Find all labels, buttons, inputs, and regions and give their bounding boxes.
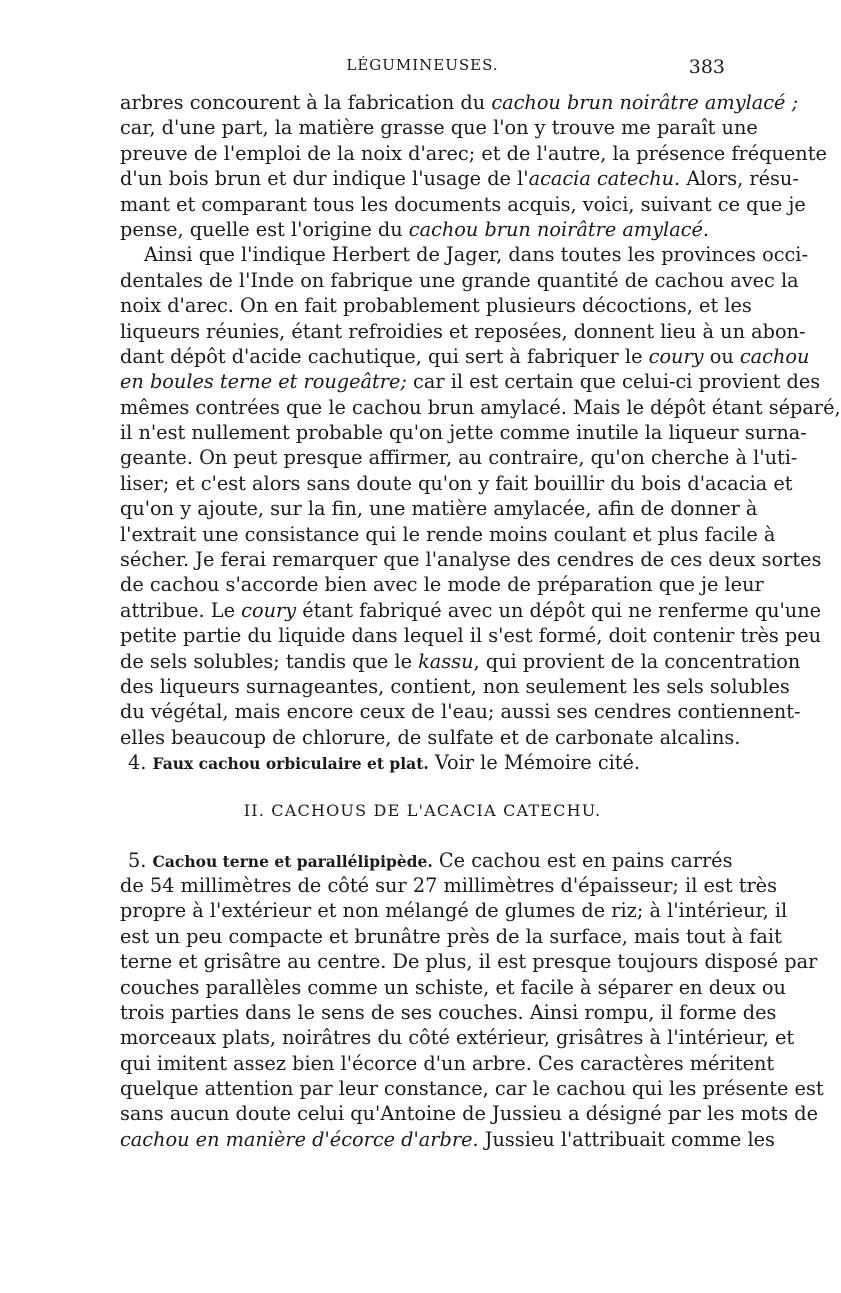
text-line: l'extrait une consistance qui le rende moins coulant et plus facile à xyxy=(120,522,776,546)
text-line: liqueurs réunies, étant refroidies et reposées, donnent lieu à un abon- xyxy=(120,319,806,343)
page-text xyxy=(120,90,841,1152)
text-line: sans aucun doute celui qu'Antoine de Jussieu a désigné par les mots de xyxy=(120,1102,819,1126)
text-line: qu'on y ajoute, sur la fin, une matière amylacée, afin de donner à xyxy=(120,497,758,521)
text-line: couches parallèles comme un schiste, et facile à séparer en deux ou xyxy=(120,975,786,999)
text-line: attribue. Le coury étant fabriqué avec un dépôt qui ne renferme qu'une xyxy=(120,598,822,622)
text-line: mêmes contrées que le cachou brun amylacé. Mais le dépôt étant séparé, xyxy=(120,395,841,419)
text-line: du végétal, mais encore ceux de l'eau; aussi ses cendres contiennent- xyxy=(120,700,801,724)
text-line: dentales de l'Inde on fabrique une grande quantité de cachou avec la xyxy=(120,268,799,292)
text-line: mant et comparant tous les documents acquis, voici, suivant ce que je xyxy=(120,192,806,216)
text-line: terne et grisâtre au centre. De plus, il est presque toujours disposé par xyxy=(120,950,818,974)
running-head xyxy=(120,56,725,84)
text-line: en boules terne et rougeâtre; car il est certain que celui-ci provient des xyxy=(120,370,821,394)
text-line: arbres concourent à la fabrication du cachou brun noirâtre amylacé ; xyxy=(120,91,799,114)
text-line: trois parties dans le sens de ses couches. Ainsi rompu, il forme des xyxy=(120,1000,777,1024)
text-line: petite partie du liquide dans lequel il s'est formé, doit contenir très peu xyxy=(120,624,822,648)
item-5: 5. Cachou terne et parallélipipède. Ce cachou est en pains carrés xyxy=(128,848,733,872)
text-line: car, d'une part, la matière grasse que l'on y trouve me paraît une xyxy=(120,116,758,140)
text-line: quelque attention par leur constance, car le cachou qui les présente est xyxy=(120,1077,824,1101)
text-line: Ainsi que l'indique Herbert de Jager, dans toutes les provinces occi- xyxy=(144,243,808,267)
text-line: elles beaucoup de chlorure, de sulfate et de carbonate alcalins. xyxy=(120,725,741,749)
item-4: 4. Faux cachou orbiculaire et plat. Voir le Mémoire cité. xyxy=(128,751,641,775)
text-line: dant dépôt d'acide cachutique, qui sert à fabriquer le coury ou cachou xyxy=(120,344,810,368)
text-line: des liqueurs surnageantes, contient, non seulement les sels solubles xyxy=(120,674,790,698)
section-heading: II. CACHOUS DE L'ACACIA CATECHU. xyxy=(243,800,602,820)
text-line: sécher. Je ferai remarquer que l'analyse des cendres de ces deux sortes xyxy=(120,548,822,572)
text-line: de cachou s'accorde bien avec le mode de préparation que je leur xyxy=(120,573,764,597)
text-line: preuve de l'emploi de la noix d'arec; et de l'autre, la présence fréquente xyxy=(120,141,827,165)
text-line: cachou en manière d'écorce d'arbre. Jussieu l'attribuait comme les xyxy=(120,1127,775,1151)
text-line: pense, quelle est l'origine du cachou brun noirâtre amylacé. xyxy=(120,217,710,241)
text-line: est un peu compacte et brunâtre près de la surface, mais tout à fait xyxy=(120,924,782,948)
text-line: liser; et c'est alors sans doute qu'on y fait bouillir du bois d'acacia et xyxy=(120,471,793,495)
text-line: noix d'arec. On en fait probablement plusieurs décoctions, et les xyxy=(120,294,752,318)
text-line: morceaux plats, noirâtres du côté extérieur, grisâtres à l'intérieur, et xyxy=(120,1026,795,1050)
text-line: qui imitent assez bien l'écorce d'un arbre. Ces caractères méritent xyxy=(120,1051,775,1075)
text-line: geante. On peut presque affirmer, au contraire, qu'on cherche à l'uti- xyxy=(120,446,798,470)
text-line: il n'est nullement probable qu'on jette comme inutile la liqueur surna- xyxy=(120,421,807,445)
text-line: propre à l'extérieur et non mélangé de glumes de riz; à l'intérieur, il xyxy=(120,899,788,923)
text-line: de sels solubles; tandis que le kassu, qui provient de la concentration xyxy=(120,649,801,673)
running-title: LÉGUMINEUSES. xyxy=(346,56,499,74)
text-line: d'un bois brun et dur indique l'usage de l'acacia catechu. Alors, résu- xyxy=(120,167,799,191)
page-number: 383 xyxy=(688,56,725,78)
text-line: de 54 millimètres de côté sur 27 millimètres d'épaisseur; il est très xyxy=(120,873,777,897)
